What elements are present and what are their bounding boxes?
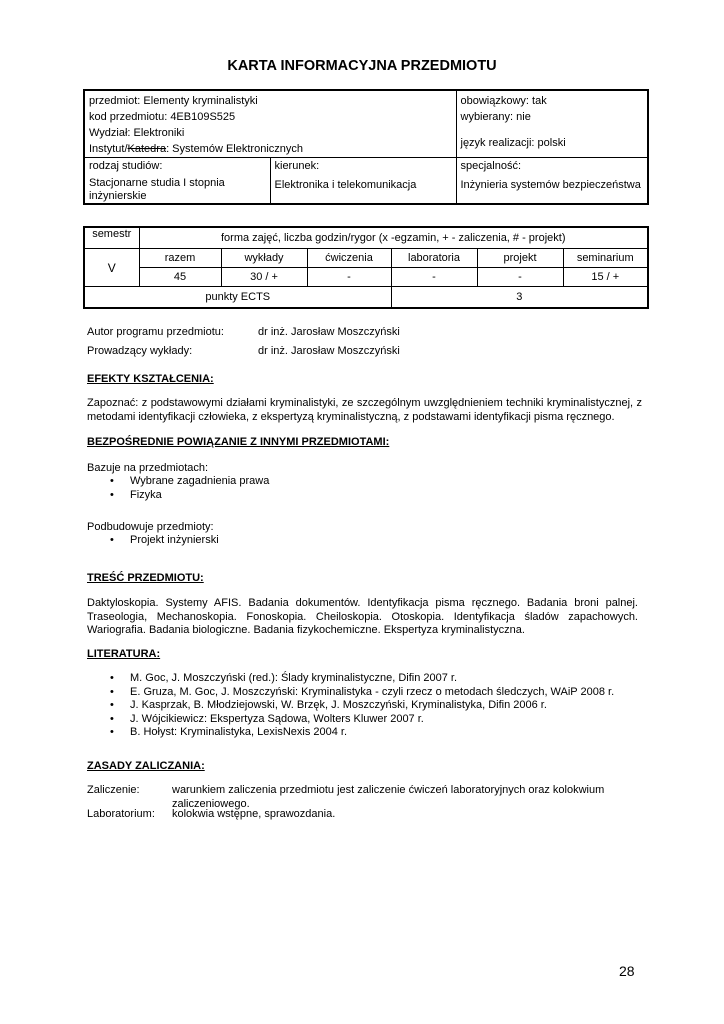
- list-item: • Wybrane zagadnienia prawa: [87, 475, 269, 489]
- efekty-heading: EFEKTY KSZTAŁCENIA:: [87, 373, 214, 385]
- laboratorium-value: kolokwia wstępne, sprawozdania.: [172, 808, 336, 820]
- bazuje-label: Bazuje na przedmiotach:: [87, 462, 209, 474]
- list-item: • Fizyka: [87, 489, 269, 503]
- course-details-cell: [84, 90, 456, 158]
- study-type-value: Stacjonarne studia I stopnia inżynierskie: [89, 177, 225, 202]
- study-type-cell: [84, 158, 270, 205]
- bazuje-list: [87, 475, 269, 502]
- zaliczenie-value: warunkiem zaliczenia przedmiotu jest zaliczenie ćwiczeń laboratoryjnych oraz kolokwium zaliczeniowego.: [172, 784, 605, 810]
- tresc-text: Daktyloskopia. Systemy AFIS. Badania dokumentów. Identyfikacja pisma ręcznego. Badania broni palnej. Traseologia, Mechanoskopia. Fonoskopia. Cheiloskopia. Otoskopia. Identyfikacja śladów zapachowych. Wariografia. Badania biologiczne. Badania fizykochemiczne. Ekspertyza kryminalistyczna.: [87, 597, 638, 636]
- podbudowuje-list: [87, 534, 219, 548]
- course-name: przedmiot: Elementy kryminalistyki: [89, 95, 258, 107]
- podbudowuje-label: Podbudowuje przedmioty:: [87, 521, 214, 533]
- specialization-value: Inżynieria systemów bezpieczeństwa: [460, 179, 641, 191]
- field-cell: [270, 158, 456, 205]
- list-item: • Projekt inżynierski: [87, 534, 219, 548]
- powiazania-heading: BEZPOŚREDNIE POWIĄZANIE Z INNYMI PRZEDMIOTAMI:: [87, 436, 390, 448]
- col-header: wykłady: [221, 249, 307, 268]
- specialization-label: specjalność:: [460, 160, 522, 172]
- specialization-cell: [456, 158, 648, 205]
- page-number: 28: [619, 963, 635, 979]
- elective: wybierany: nie: [460, 111, 531, 123]
- zasady-heading: ZASADY ZALICZANIA:: [87, 760, 205, 772]
- efekty-text: Zapoznać: z podstawowymi działami kryminalistyki, ze szczególnym uwzględnieniem techniki kryminalistycznej, z metodami identyfikacji człowieka, z ekspertyzą kryminalistyczną, z podstawami identyfikacji pisma ręcznego.: [87, 397, 642, 423]
- hours-table: [83, 226, 649, 309]
- lecturer-value: dr inż. Jarosław Moszczyński: [258, 345, 400, 357]
- hours-value: -: [477, 268, 563, 287]
- page-title: KARTA INFORMACYJNA PRZEDMIOTU: [227, 58, 497, 74]
- field-value: Elektronika i telekomunikacja: [274, 179, 417, 191]
- hours-value: -: [307, 268, 391, 287]
- institute: Instytut/Katedra: Systemów Elektronicznych: [89, 143, 303, 155]
- hours-value: 30 / +: [221, 268, 307, 287]
- list-item: • J. Kasprzak, B. Młodziejowski, W. Brzęk, J. Moszczyński, Kryminalistyka, Difin 2006 r.: [87, 699, 647, 713]
- course-status-cell: [456, 90, 648, 158]
- mandatory: obowiązkowy: tak: [460, 95, 547, 107]
- col-header: projekt: [477, 249, 563, 268]
- faculty: Wydział: Elektroniki: [89, 127, 185, 139]
- col-header: razem: [139, 249, 221, 268]
- study-type-label: rodzaj studiów:: [89, 160, 163, 172]
- semester-header: semestr: [84, 227, 139, 249]
- hours-value: 15 / +: [563, 268, 648, 287]
- course-info-table: [83, 89, 649, 205]
- col-header: seminarium: [563, 249, 648, 268]
- list-item: • E. Gruza, M. Goc, J. Moszczyński: Kryminalistyka - czyli rzecz o metodach śledczych, WAiP 2008 r.: [87, 686, 647, 700]
- list-item: • M. Goc, J. Moszczyński (red.): Ślady kryminalistyczne, Difin 2007 r.: [87, 672, 647, 686]
- tresc-heading: TREŚĆ PRZEDMIOTU:: [87, 572, 204, 584]
- literatura-list: [87, 672, 647, 740]
- author-value: dr inż. Jarosław Moszczyński: [258, 326, 400, 338]
- list-item: • J. Wójcikiewicz: Ekspertyza Sądowa, Wolters Kluwer 2007 r.: [87, 713, 647, 727]
- field-label: kierunek:: [274, 160, 320, 172]
- col-header: laboratoria: [391, 249, 477, 268]
- lecturer-label: Prowadzący wykłady:: [87, 345, 193, 357]
- laboratorium-label: Laboratorium:: [87, 808, 155, 820]
- language: język realizacji: polski: [460, 137, 566, 149]
- hours-value: -: [391, 268, 477, 287]
- literatura-heading: LITERATURA:: [87, 648, 161, 660]
- semester-value: V: [84, 249, 139, 287]
- list-item: • B. Hołyst: Kryminalistyka, LexisNexis 2004 r.: [87, 726, 647, 740]
- ects-label: punkty ECTS: [84, 287, 391, 309]
- form-header: forma zajęć, liczba godzin/rygor (x -egzamin, + - zaliczenia, # - projekt): [139, 227, 648, 249]
- author-label: Autor programu przedmiotu:: [87, 326, 224, 338]
- hours-value: 45: [139, 268, 221, 287]
- col-header: ćwiczenia: [307, 249, 391, 268]
- course-code: kod przedmiotu: 4EB109S525: [89, 111, 236, 123]
- zaliczenie-label: Zaliczenie:: [87, 784, 140, 796]
- ects-value: 3: [391, 287, 648, 309]
